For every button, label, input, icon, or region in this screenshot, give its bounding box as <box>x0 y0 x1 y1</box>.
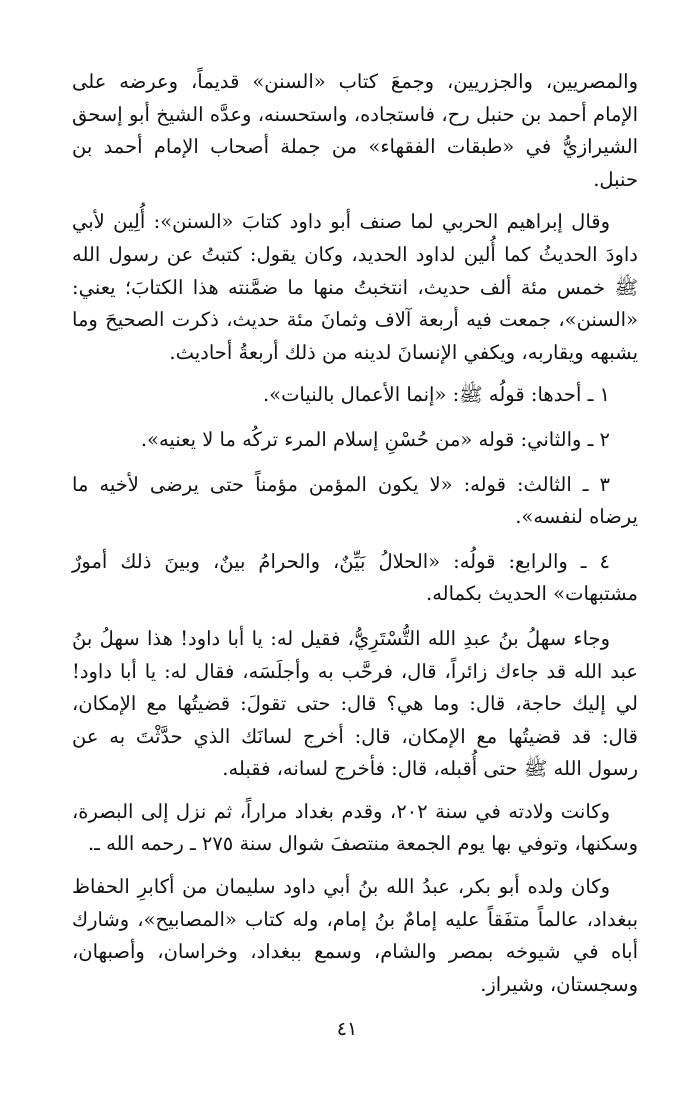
paragraph-sahl-al-tustari: وجاء سهلُ بنُ عبدِ الله التُّسْتَرِيُّ، فقيل له: يا أبا داود! هذا سهلُ بنُ عبد الله قد جاءك زائراً، قال، فرحَّب به وأجلَسَه، فقال له: يا أبا داود! لي إليك حاجة، قال: وما هي؟ قال: حتى تقولَ: قضيتُها مع الإمكان، قال: قد قضيتُها مع الإمكان، قال: أخرج لسانَك الذي حدَّثْتَ به عن رسول الله ﷺ حتى أُقبله، قال: فأخرج لسانه، فقبله. <box>72 626 638 781</box>
paragraph-birth-death: وكانت ولادته في سنة ٢٠٢، وقدم بغداد مراراً، ثم نزل إلى البصرة، وسكنها، وتوفي بها يوم الجمعة منتصفَ شوال سنة ٢٧٥ ـ رحمه الله ـ. <box>72 799 638 856</box>
hadith-item-1: ١ ـ أحدها: قولُه ﷺ: «إنما الأعمال بالنيات». <box>262 383 610 407</box>
page-number: ٤١ <box>336 1018 358 1040</box>
paragraph-abu-dawud-sunan: والمصريين، والجزريين، وجمعَ كتاب «السنن» قديماً، وعرضه على الإمام أحمد بن حنبل رح، فاستجاده، واستحسنه، وعدَّه الشيخ أبو إسحق الشيرازيُّ في «طبقات الفقهاء» من جملة أصحاب الإمام أحمد بن حنبل. <box>72 70 638 191</box>
paragraph-ibrahim-al-harbi: وقال إبراهيم الحربي لما صنف أبو داود كتابَ «السنن»: أُلِين لأبي داودَ الحديثُ كما أُلين لداود الحديد، وكان يقول: كتبتُ عن رسول الله ﷺ خمس مئة ألف حديث، انتخبتُ منها ما ضمَّنته هذا الكتابَ؛ يعني: «السنن»، جمعت فيه أربعة آلاف وثمانَ مئة حديث، ذكرت الصحيحَ وما يشبهه ويقاربه، ويكفي الإنسانَ لدينه من ذلك أربعةُ أحاديث. <box>72 210 638 364</box>
hadith-item-2: ٢ ـ والثاني: قوله «من حُسْنِ إسلام المرء تركُه ما لا يعنيه». <box>140 427 610 451</box>
hadith-item-3: ٣ ـ الثالث: قوله: «لا يكون المؤمن مؤمناً حتى يرضى لأخيه ما يرضاه لنفسه». <box>72 472 638 529</box>
hadith-item-4: ٤ ـ والرابع: قولُه: «الحلالُ بَيِّنٌ، والحرامُ بينٌ، وبينَ ذلك أمورٌ مشتبهات» الحديث بكماله. <box>72 549 638 606</box>
paragraph-son-abu-bakr: وكان ولده أبو بكر، عبدُ الله بنُ أبي داود سليمان من أكابرِ الحفاظ ببغداد، عالماً متفَقاً عليه إمامٌ بنُ إمام، وله كتاب «المصابيح»، وشارك أباه في شيوخه بمصر والشام، وسمع ببغداد، وخراسان، وأصبهان، وسجستان، وشيراز. <box>72 875 638 996</box>
page-body <box>72 66 638 1011</box>
